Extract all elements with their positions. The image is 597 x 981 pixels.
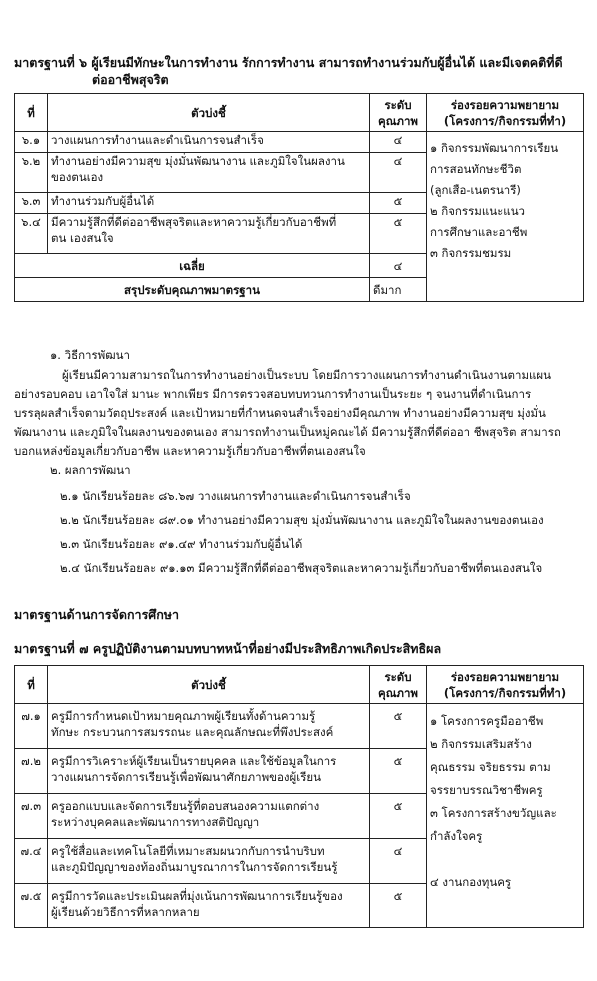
indicator-line: ทำงานอย่างมีความสุข มุ่งมั่นพัฒนางาน และภูมิใจในผลงาน (51, 154, 345, 168)
indicator-line: ผู้เรียนด้วยวิธีการที่หลากหลาย (51, 905, 200, 919)
row-level: ๕ (370, 704, 427, 749)
evidence-line: ๔ งานกองทุนครู (430, 875, 512, 889)
indicator-line: ตน เองสนใจ (51, 231, 114, 245)
evidence-line: ๑ กิจกรรมพัฒนาการเรียน (430, 141, 559, 155)
indicator-line: ครูมีการวิเคราะห์ผู้เรียนเป็นรายบุคคล และใช้ข้อมูลในการ (51, 754, 337, 768)
evidence-line: กำลังใจครู (430, 829, 483, 843)
row-indicator (48, 749, 370, 794)
method-line: ผู้เรียนมีความสามารถในการทำงานอย่างเป็นระบบ โดยมีการวางแผนการทำงานดำเนินงานตามแผน (62, 368, 552, 382)
col-header-no: ที่ (15, 94, 48, 132)
method-line: อย่างรอบคอบ เอาใจใส่ มานะ พากเพียร มีการตรวจสอบทบทวนการทำงานเป็นระยะ ๆ จนงานที่ดำเนินการ (14, 387, 532, 401)
evidence-header-line1: ร่องรอยความพยายาม (450, 669, 560, 684)
standard6-table (14, 93, 584, 302)
level-header-line1: ระดับ (384, 97, 412, 112)
average-label: เฉลี่ย (15, 254, 370, 278)
result-title: ๒. ผลการพัฒนา (50, 463, 131, 477)
indicator-line: และภูมิปัญญาของท้องถิ่นมาบูรณาการในการจัดการเรียนรู้ (51, 860, 338, 874)
method-line: พัฒนางาน และภูมิใจในผลงานของตนเอง สามารถทำงานเป็นหมู่คณะได้ มีความรู้สึกที่ดีต่ออา ชีพสุจริต สามารถ (14, 425, 561, 439)
standard6-heading (14, 54, 589, 88)
method-line: บรรลุผลสำเร็จตามวัตถุประสงค์ และเป้าหมายที่กำหนดจนสำเร็จอย่างมีคุณภาพ ทำงานอย่างมีความสุข มุ่งมั่น (14, 406, 546, 420)
level-header-line2: คุณภาพ (378, 113, 418, 128)
indicator-line: วางแผนการจัดการเรียนรู้เพื่อพัฒนาศักยภาพของผู้เรียน (51, 770, 321, 784)
row-number: ๖.๔ (15, 214, 48, 254)
evidence-line: ๒ กิจกรรมแนะแนว (430, 204, 526, 218)
indicator-line: ครูออกแบบและจัดการเรียนรู้ที่ตอบสนองความแตกต่าง (51, 799, 320, 813)
evidence-line: ๓ กิจกรรมชมรม (430, 246, 512, 260)
table-row (15, 704, 584, 749)
row-number: ๖.๓ (15, 193, 48, 214)
standard7-heading: มาตรฐานที่ ๗ ครูปฏิบัติงานตามบทบาทหน้าที่อย่างมีประสิทธิภาพเกิดประสิทธิผล (14, 641, 442, 656)
row-number: ๗.๒ (15, 749, 48, 794)
standard6-heading-line2: ต่ออาชีพสุจริต (92, 72, 169, 87)
col-header-indicator: ตัวบ่งชี้ (48, 94, 370, 132)
result-item: ๒.๓ นักเรียนร้อยละ ๙๑.๔๙ ทำงานร่วมกับผู้อื่นได้ (60, 537, 303, 551)
level-header-line2: คุณภาพ (378, 685, 418, 700)
col-header-evidence (427, 94, 584, 132)
col-header-no: ที่ (15, 666, 48, 704)
row-level: ๔ (370, 132, 427, 153)
indicator-line: วางแผนการทำงานและดำเนินการจนสำเร็จ (51, 133, 264, 147)
evidence-cell (427, 704, 584, 928)
method-paragraph (14, 366, 583, 461)
row-indicator (48, 132, 370, 153)
evidence-line: ๒ กิจกรรมเสริมสร้าง (430, 737, 532, 751)
row-level: ๕ (370, 884, 427, 928)
row-number: ๖.๑ (15, 132, 48, 153)
row-level: ๔ (370, 153, 427, 193)
table-header-row (15, 666, 584, 704)
row-level: ๕ (370, 749, 427, 794)
evidence-spacer (430, 848, 580, 871)
col-header-indicator: ตัวบ่งชี้ (48, 666, 370, 704)
evidence-line: จรรยาบรรณวิชาชีพครู (430, 783, 543, 797)
row-level: ๕ (370, 794, 427, 839)
indicator-line: ครูมีการวัดและประเมินผลที่มุ่งเน้นการพัฒนาการเรียนรู้ของ (51, 889, 343, 903)
row-number: ๗.๓ (15, 794, 48, 839)
summary-value: ดีมาก (370, 278, 427, 302)
row-indicator (48, 839, 370, 884)
col-header-evidence (427, 666, 584, 704)
indicator-line: ทำงานร่วมกับผู้อื่นได้ (51, 194, 155, 208)
row-level: ๔ (370, 839, 427, 884)
evidence-line: (ลูกเสือ-เนตรนารี) (430, 183, 521, 197)
evidence-line: การสอนทักษะชีวิต (430, 162, 522, 176)
evidence-line: ๓ โครงการสร้างขวัญและ (430, 806, 557, 820)
result-list (60, 484, 590, 580)
result-item: ๒.๔ นักเรียนร้อยละ ๙๑.๑๓ มีความรู้สึกที่ดีต่ออาชีพสุจริตและหาความรู้เกี่ยวกับอาชีพที่ตนเองสนใจ (60, 561, 543, 575)
indicator-line: มีความรู้สึกที่ดีต่ออาชีพสุจริตและหาความรู้เกี่ยวกับอาชีพที่ (51, 215, 337, 229)
row-level: ๕ (370, 214, 427, 254)
evidence-header-line2: (โครงการ/กิจกรรมที่ทำ) (443, 685, 567, 700)
evidence-line: การศึกษาและอาชีพ (430, 225, 528, 239)
table-header-row (15, 94, 584, 132)
average-value: ๔ (370, 254, 427, 278)
row-number: ๗.๑ (15, 704, 48, 749)
row-number: ๖.๒ (15, 153, 48, 193)
indicator-line: ทักษะ กระบวนการสมรรถนะ และคุณลักษณะที่พึงประสงค์ (51, 725, 334, 739)
row-indicator (48, 794, 370, 839)
row-number: ๗.๔ (15, 839, 48, 884)
indicator-line: ครูใช้สื่อและเทคโนโลยีที่เหมาะสมผนวกกับการนำบริบท (51, 844, 325, 858)
result-item: ๒.๒ นักเรียนร้อยละ ๘๙.๐๑ ทำงานอย่างมีความสุข มุ่งมั่นพัฒนางาน และภูมิใจในผลงานของตนเอง (60, 513, 544, 527)
method-title: ๑. วิธีการพัฒนา (50, 348, 130, 362)
row-indicator (48, 884, 370, 928)
management-section-title: มาตรฐานด้านการจัดการศึกษา (14, 607, 180, 622)
row-indicator (48, 214, 370, 254)
evidence-header-line1: ร่องรอยความพยายาม (450, 97, 560, 112)
evidence-line: คุณธรรม จริยธรรม ตาม (430, 760, 551, 774)
table-row (15, 132, 584, 153)
col-header-level (370, 666, 427, 704)
method-line: บอกแหล่งข้อมูลเกี่ยวกับอาชีพ และหาความรู้เกี่ยวกับอาชีพที่ตนเองสนใจ (14, 444, 366, 458)
row-number: ๗.๕ (15, 884, 48, 928)
summary-label: สรุประดับคุณภาพมาตรฐาน (15, 278, 370, 302)
row-indicator (48, 704, 370, 749)
col-header-level (370, 94, 427, 132)
evidence-cell (427, 132, 584, 302)
evidence-line: ๑ โครงการครูมืออาชีพ (430, 714, 544, 728)
row-indicator (48, 153, 370, 193)
row-level: ๕ (370, 193, 427, 214)
level-header-line1: ระดับ (384, 669, 412, 684)
indicator-line: ของตนเอง (51, 170, 104, 184)
indicator-line: ครูมีการกำหนดเป้าหมายคุณภาพผู้เรียนทั้งด้านความรู้ (51, 709, 316, 723)
result-item: ๒.๑ นักเรียนร้อยละ ๘๖.๖๗ วางแผนการทำงานและดำเนินการจนสำเร็จ (60, 489, 411, 503)
evidence-header-line2: (โครงการ/กิจกรรมที่ทำ) (443, 113, 567, 128)
standard7-table (14, 665, 584, 928)
standard6-heading-line1: มาตรฐานที่ ๖ ผู้เรียนมีทักษะในการทำงาน รักการทำงาน สามารถทำงานร่วมกับผู้อื่นได้ และมีเจตคติที่ดี (14, 55, 563, 70)
indicator-line: ระหว่างบุคคลและพัฒนาการทางสติปัญญา (51, 815, 260, 829)
row-indicator (48, 193, 370, 214)
